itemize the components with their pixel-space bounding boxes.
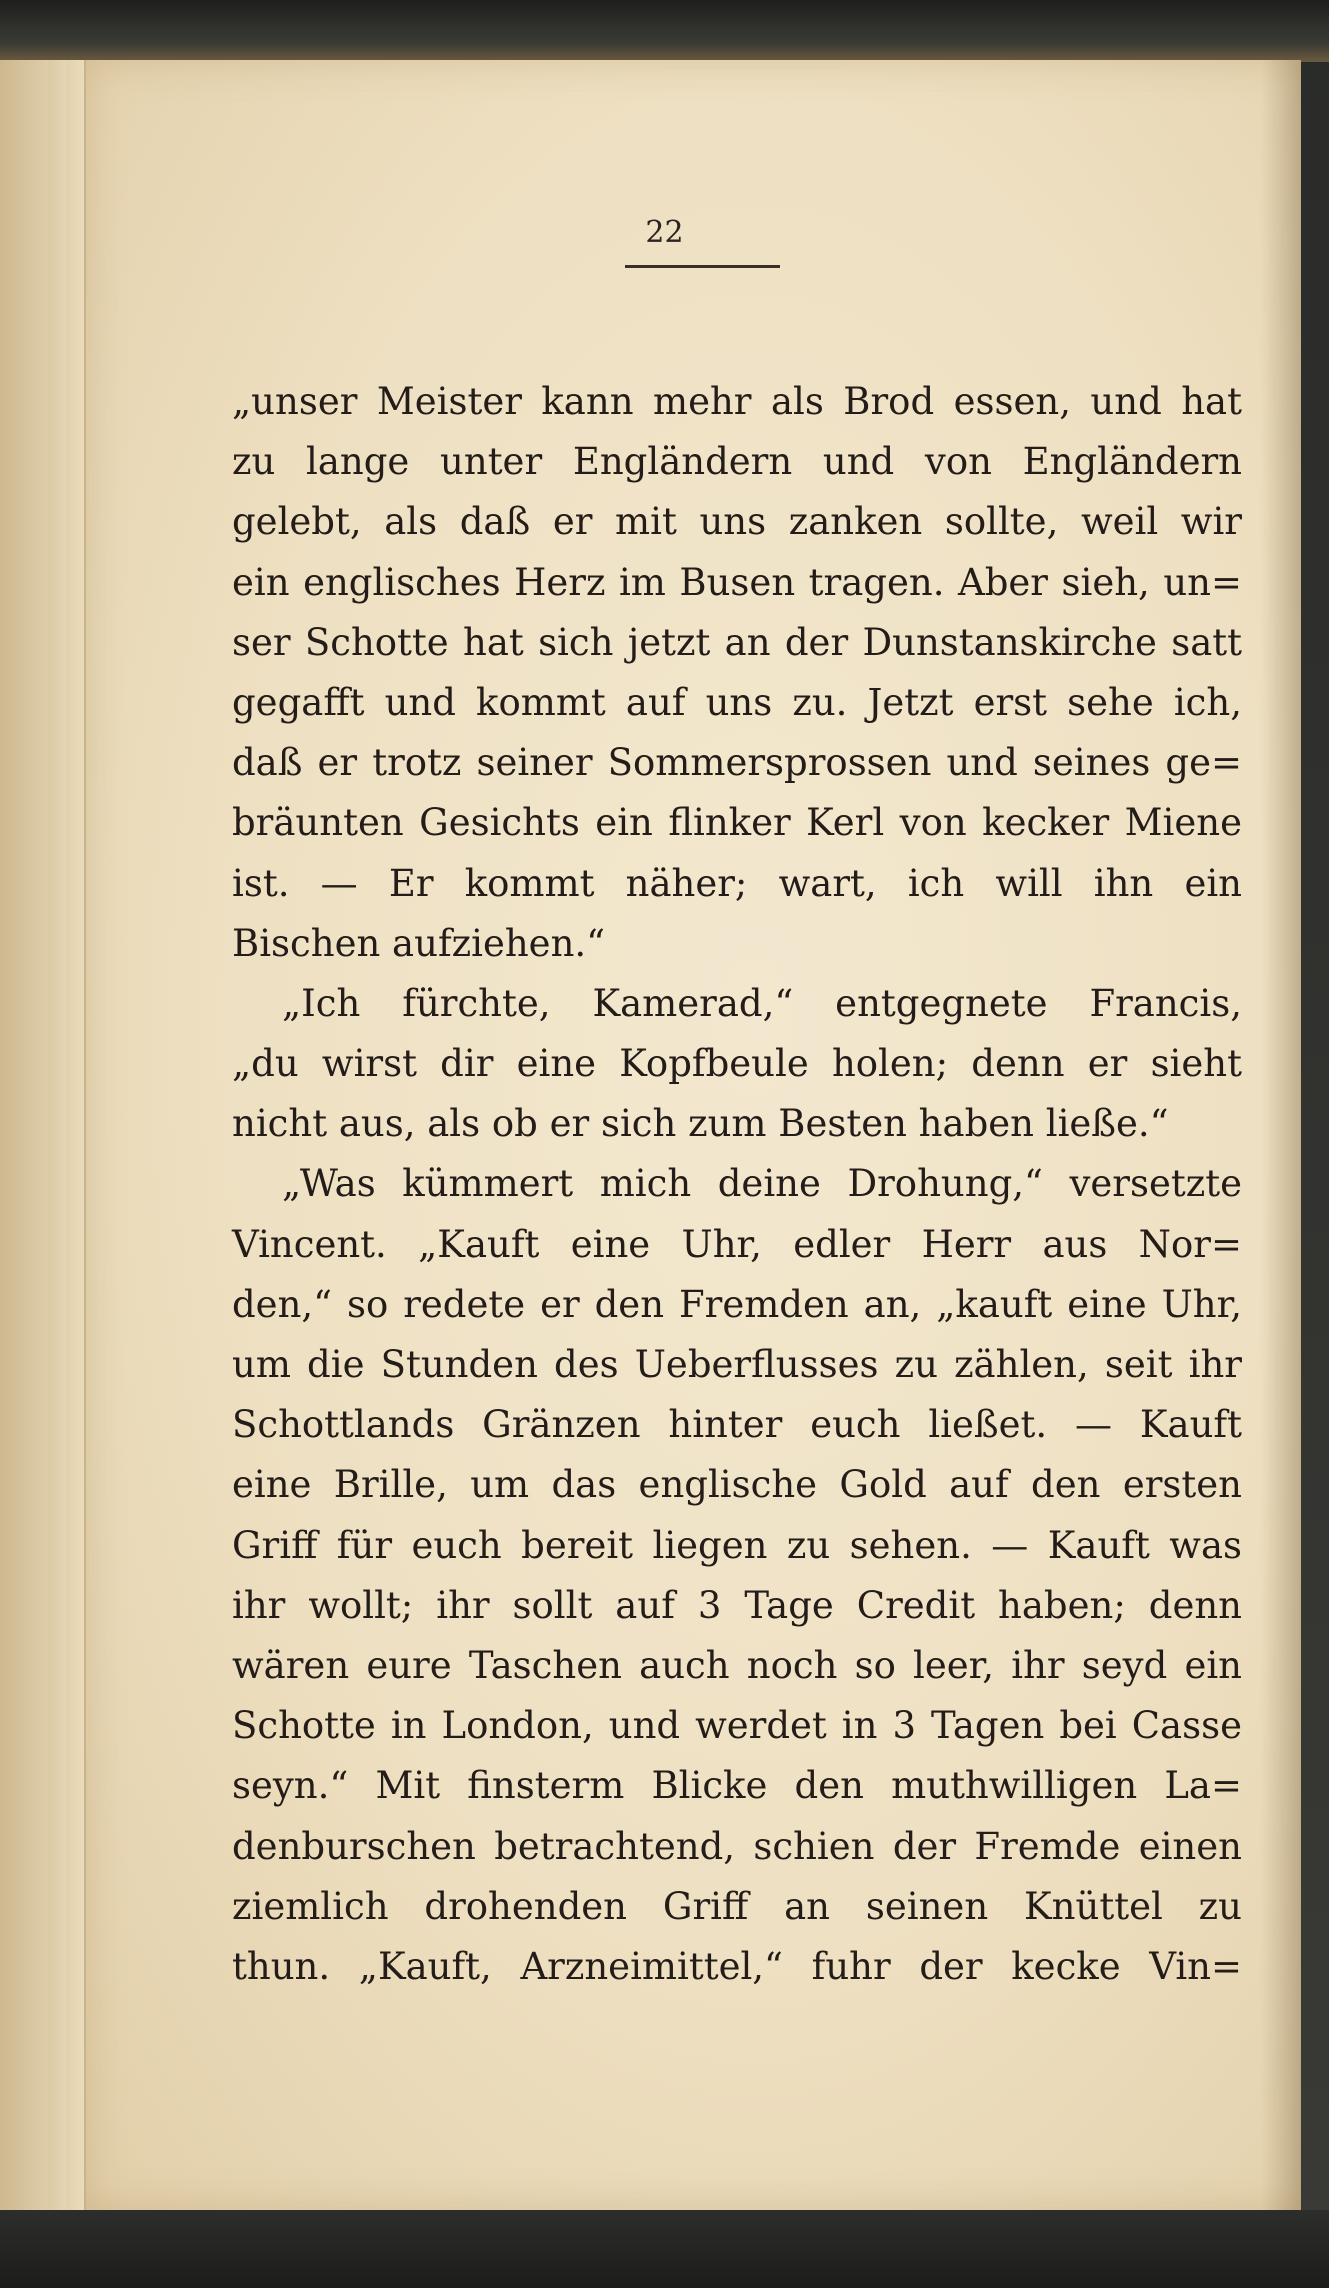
text-line: Bischen aufziehen.“ [232, 921, 606, 965]
text-line: Vincent. „Kauft eine Uhr, edler Herr aus Nor= [232, 1222, 1242, 1266]
text-line: „unser Meister kann mehr als Brod essen, und hat [232, 380, 1242, 423]
text-line: „Ich fürchte, Kamerad,“ entgegnete Francis, [282, 981, 1242, 1025]
text-line: wären eure Taschen auch noch so leer, ihr seyd ein [232, 1643, 1242, 1687]
text-line: „Was kümmert mich deine Drohung,“ versetzte [282, 1162, 1242, 1206]
text-line: ziemlich drohenden Griff an seinen Knüttel zu [232, 1884, 1242, 1928]
page-number-rule [625, 265, 780, 268]
text-line: ser Schotte hat sich jetzt an der Dunstanskirche satt [232, 620, 1242, 664]
text-line: Griff für euch bereit liegen zu sehen. — Kauft was [232, 1523, 1242, 1567]
text-line: gelebt, als daß er mit uns zanken sollte, weil wir [232, 500, 1242, 544]
text-line: „du wirst dir eine Kopfbeule holen; denn er sieht [232, 1042, 1242, 1086]
spine-shadow [1261, 60, 1301, 2210]
text-line: gegafft und kommt auf uns zu. Jetzt erst sehe ich, [232, 680, 1242, 724]
text-line: zu lange unter Engländern und von Engländern [232, 440, 1242, 484]
text-line: daß er trotz seiner Sommersprossen und seines ge= [232, 741, 1242, 785]
scanner-background-top [0, 0, 1329, 62]
text-line: den,“ so redete er den Fremden an, „kauft eine Uhr, [232, 1282, 1242, 1326]
text-line: eine Brille, um das englische Gold auf den ersten [232, 1463, 1242, 1507]
text-line: Schottlands Gränzen hinter euch ließet. — Kauft [232, 1403, 1242, 1447]
text-line: denburschen betrachtend, schien der Fremde einen [232, 1824, 1242, 1868]
text-line: ihr wollt; ihr sollt auf 3 Tage Credit haben; denn [232, 1583, 1242, 1627]
text-line: thun. „Kauft, Arzneimittel,“ fuhr der kecke Vin= [232, 1944, 1242, 1988]
scanner-background-bottom [0, 2210, 1329, 2288]
text-line: bräunten Gesichts ein flinker Kerl von kecker Miene [232, 801, 1242, 845]
text-line: um die Stunden des Ueberflusses zu zählen, seit ihr [232, 1343, 1242, 1386]
body-text [232, 372, 1242, 1997]
text-line: ist. — Er kommt näher; wart, ich will ihn ein [232, 861, 1242, 905]
text-line: Schotte in London, und werdet in 3 Tagen bei Casse [232, 1704, 1242, 1748]
text-line: nicht aus, als ob er sich zum Besten haben ließe.“ [232, 1102, 1169, 1146]
page-number: 22 [645, 215, 684, 250]
text-line: seyn.“ Mit finsterm Blicke den muthwilligen La= [232, 1764, 1242, 1808]
text-line: ein englisches Herz im Busen tragen. Aber sieh, un= [232, 560, 1242, 604]
